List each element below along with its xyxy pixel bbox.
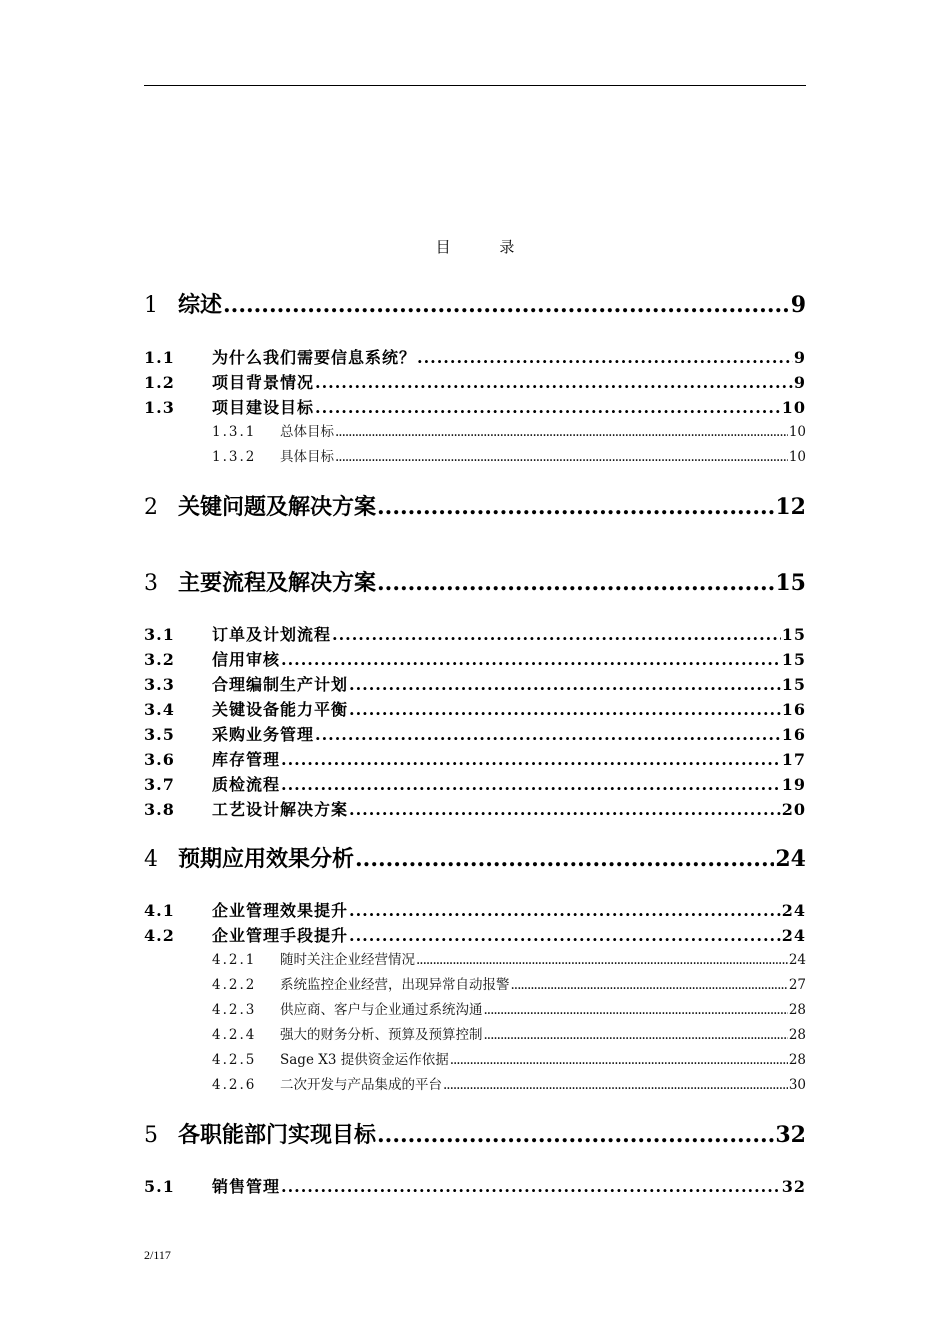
dot-leader bbox=[335, 449, 788, 465]
toc-entry-page: 24 bbox=[788, 952, 806, 968]
toc-entry-title: 项目背景情况 bbox=[212, 373, 315, 392]
toc-entry-title: 订单及计划流程 bbox=[212, 625, 332, 644]
toc-entry-1-2[interactable] bbox=[144, 370, 806, 394]
toc-entry-number: 5.1 bbox=[144, 1177, 175, 1196]
toc-entry-title: 合理编制生产计划 bbox=[212, 675, 349, 694]
toc-entry-2[interactable] bbox=[144, 490, 806, 520]
toc-entry-number: 2 bbox=[144, 495, 158, 520]
toc-entry-page: 28 bbox=[788, 1027, 806, 1043]
toc-entry-3-2[interactable] bbox=[144, 647, 806, 671]
dot-leader bbox=[511, 977, 788, 993]
dot-leader bbox=[332, 625, 781, 644]
dot-leader bbox=[450, 1052, 788, 1068]
header-rule bbox=[144, 85, 806, 86]
toc-entry-1-3[interactable] bbox=[144, 395, 806, 419]
toc-entry-number: 3.4 bbox=[144, 700, 175, 719]
toc-entry-1-1[interactable] bbox=[144, 345, 806, 369]
toc-entry-1-3-1[interactable] bbox=[144, 420, 806, 442]
toc-entry-4-1[interactable] bbox=[144, 898, 806, 922]
toc-entry-title: 工艺设计解决方案 bbox=[212, 800, 349, 819]
toc-entry-page: 19 bbox=[781, 775, 806, 794]
toc-entry-title: 关键问题及解决方案 bbox=[178, 494, 377, 520]
toc-entry-number: 3.8 bbox=[144, 800, 175, 819]
toc-entry-number: 1.3 bbox=[144, 398, 175, 417]
toc-entry-title: 企业管理手段提升 bbox=[212, 926, 349, 945]
toc-entry-page: 24 bbox=[775, 846, 806, 872]
toc-entry-title: 综述 bbox=[178, 292, 223, 318]
dot-leader bbox=[377, 494, 774, 520]
toc-entry-page: 30 bbox=[788, 1077, 806, 1093]
toc-entry-title: 具体目标 bbox=[280, 449, 334, 465]
toc-entry-page: 15 bbox=[781, 675, 806, 694]
toc-entry-page: 15 bbox=[781, 650, 806, 669]
toc-entry-title: 二次开发与产品集成的平台 bbox=[280, 1077, 442, 1093]
toc-entry-number: 1 bbox=[144, 293, 158, 318]
toc-entry-4-2[interactable] bbox=[144, 923, 806, 947]
toc-entry-3-4[interactable] bbox=[144, 697, 806, 721]
toc-entry-page: 9 bbox=[793, 348, 806, 367]
dot-leader bbox=[281, 1177, 781, 1196]
toc-entry-3[interactable] bbox=[144, 566, 806, 596]
toc-entry-5[interactable] bbox=[144, 1118, 806, 1148]
toc-entry-page: 15 bbox=[775, 570, 806, 596]
toc-entry-page: 10 bbox=[781, 398, 806, 417]
toc-entry-1[interactable] bbox=[144, 288, 806, 318]
dot-leader bbox=[377, 570, 774, 596]
toc-entry-title: 预期应用效果分析 bbox=[178, 846, 355, 872]
toc-entry-4-2-4[interactable] bbox=[144, 1023, 806, 1045]
toc-entry-title: 供应商、客户与企业通过系统沟通 bbox=[280, 1002, 483, 1018]
dot-leader bbox=[315, 373, 793, 392]
toc-entry-title: 强大的财务分析、预算及预算控制 bbox=[280, 1027, 483, 1043]
toc-entry-1-3-2[interactable] bbox=[144, 445, 806, 467]
toc-entry-title: 随时关注企业经营情况 bbox=[280, 952, 415, 968]
toc-entry-3-3[interactable] bbox=[144, 672, 806, 696]
toc-heading: 目 录 bbox=[435, 238, 537, 256]
toc-entry-number: 4.2.1 bbox=[212, 952, 257, 968]
toc-entry-4-2-3[interactable] bbox=[144, 998, 806, 1020]
dot-leader bbox=[484, 1002, 788, 1018]
dot-leader bbox=[281, 650, 781, 669]
dot-leader bbox=[443, 1077, 788, 1093]
toc-entry-number: 3.2 bbox=[144, 650, 175, 669]
toc-entry-page: 28 bbox=[788, 1002, 806, 1018]
toc-entry-title: Sage X3 提供资金运作依据 bbox=[280, 1052, 449, 1068]
toc-entry-page: 10 bbox=[788, 424, 806, 440]
toc-entry-number: 4.2.5 bbox=[212, 1052, 257, 1068]
toc-entry-page: 32 bbox=[781, 1177, 806, 1196]
toc-entry-number: 4.2.2 bbox=[212, 977, 257, 993]
toc-entry-4-2-2[interactable] bbox=[144, 973, 806, 995]
toc-entry-number: 4.2 bbox=[144, 926, 175, 945]
toc-entry-page: 10 bbox=[788, 449, 806, 465]
toc-entry-number: 4.2.3 bbox=[212, 1002, 257, 1018]
dot-leader bbox=[349, 800, 781, 819]
toc-entry-3-5[interactable] bbox=[144, 722, 806, 746]
toc-entry-title: 企业管理效果提升 bbox=[212, 901, 349, 920]
toc-entry-page: 12 bbox=[775, 494, 806, 520]
toc-entry-3-7[interactable] bbox=[144, 772, 806, 796]
dot-leader bbox=[315, 725, 781, 744]
toc-entry-page: 24 bbox=[781, 926, 806, 945]
dot-leader bbox=[349, 700, 781, 719]
toc-entry-page: 32 bbox=[775, 1122, 806, 1148]
toc-entry-4-2-1[interactable] bbox=[144, 948, 806, 970]
dot-leader bbox=[315, 398, 781, 417]
toc-entry-number: 4.2.6 bbox=[212, 1077, 257, 1093]
toc-entry-number: 3.7 bbox=[144, 775, 175, 794]
page-indicator: 2/117 bbox=[144, 1248, 171, 1262]
toc-entry-4-2-5[interactable] bbox=[144, 1048, 806, 1070]
toc-entry-page: 9 bbox=[793, 373, 806, 392]
toc-entry-3-1[interactable] bbox=[144, 622, 806, 646]
dot-leader bbox=[349, 926, 781, 945]
toc-entry-title: 关键设备能力平衡 bbox=[212, 700, 349, 719]
toc-entry-title: 系统监控企业经营，出现异常自动报警 bbox=[280, 977, 510, 993]
toc-entry-number: 1.3.2 bbox=[212, 449, 257, 465]
toc-entry-number: 1.1 bbox=[144, 348, 175, 367]
toc-entry-number: 3.6 bbox=[144, 750, 175, 769]
toc-entry-page: 15 bbox=[781, 625, 806, 644]
toc-entry-number: 4.1 bbox=[144, 901, 175, 920]
toc-entry-4-2-6[interactable] bbox=[144, 1073, 806, 1095]
toc-entry-number: 4 bbox=[144, 847, 158, 872]
toc-entry-title: 总体目标 bbox=[280, 424, 334, 440]
toc-entry-title: 项目建设目标 bbox=[212, 398, 315, 417]
toc-entry-page: 28 bbox=[788, 1052, 806, 1068]
toc-entry-number: 1.3.1 bbox=[212, 424, 257, 440]
dot-leader bbox=[416, 952, 788, 968]
toc-entry-4[interactable] bbox=[144, 842, 806, 872]
dot-leader bbox=[355, 846, 774, 872]
dot-leader bbox=[417, 348, 793, 367]
dot-leader bbox=[281, 775, 781, 794]
toc-entry-number: 3.1 bbox=[144, 625, 175, 644]
toc-entry-title: 各职能部门实现目标 bbox=[178, 1122, 377, 1148]
toc-entry-title: 为什么我们需要信息系统？ bbox=[212, 348, 417, 367]
toc-entry-number: 3.5 bbox=[144, 725, 175, 744]
toc-entry-title: 主要流程及解决方案 bbox=[178, 570, 377, 596]
toc-entry-3-8[interactable] bbox=[144, 797, 806, 821]
toc-entry-page: 9 bbox=[790, 292, 806, 318]
toc-entry-page: 24 bbox=[781, 901, 806, 920]
toc-entry-number: 4.2.4 bbox=[212, 1027, 257, 1043]
toc-entry-number: 1.2 bbox=[144, 373, 175, 392]
dot-leader bbox=[223, 292, 790, 318]
toc-entry-title: 信用审核 bbox=[212, 650, 281, 669]
toc-entry-number: 3 bbox=[144, 571, 158, 596]
toc-entry-number: 5 bbox=[144, 1123, 158, 1148]
toc-entry-title: 质检流程 bbox=[212, 775, 281, 794]
toc-entry-title: 库存管理 bbox=[212, 750, 281, 769]
toc-entry-page: 17 bbox=[781, 750, 806, 769]
toc-entry-3-6[interactable] bbox=[144, 747, 806, 771]
dot-leader bbox=[349, 675, 781, 694]
toc-entry-5-1[interactable] bbox=[144, 1174, 806, 1198]
toc-entry-title: 销售管理 bbox=[212, 1177, 281, 1196]
toc-entry-page: 16 bbox=[781, 725, 806, 744]
toc-entry-page: 16 bbox=[781, 700, 806, 719]
dot-leader bbox=[484, 1027, 788, 1043]
toc-entry-page: 20 bbox=[781, 800, 806, 819]
dot-leader bbox=[335, 424, 788, 440]
toc-entry-page: 27 bbox=[788, 977, 806, 993]
dot-leader bbox=[349, 901, 781, 920]
dot-leader bbox=[281, 750, 781, 769]
dot-leader bbox=[377, 1122, 774, 1148]
toc-entry-title: 采购业务管理 bbox=[212, 725, 315, 744]
toc-entry-number: 3.3 bbox=[144, 675, 175, 694]
